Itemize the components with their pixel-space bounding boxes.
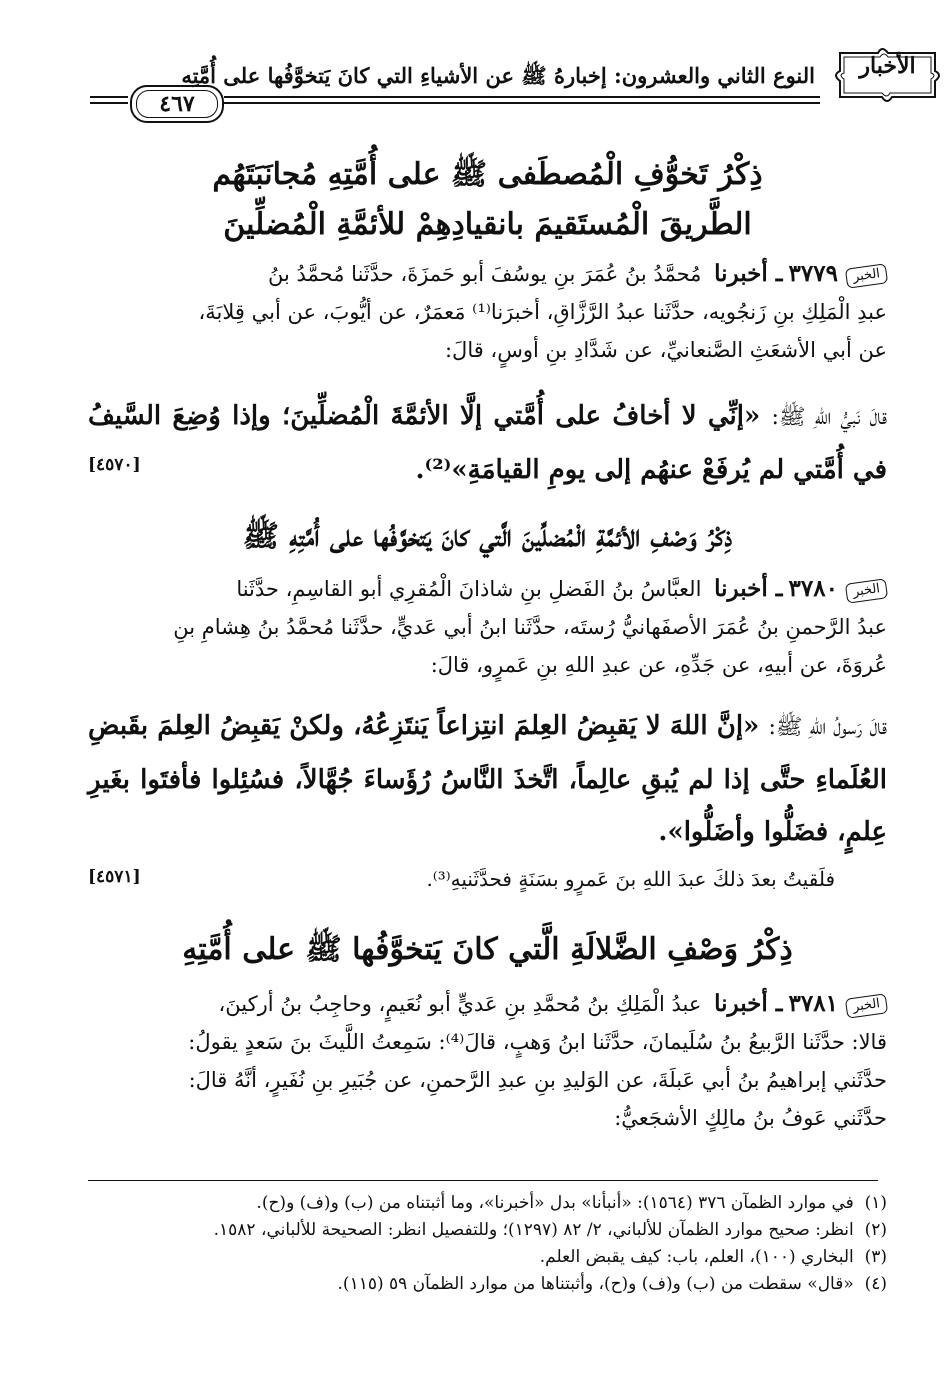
isnad-line xyxy=(88,985,887,1023)
isnad-line: حدَّثَني إبراهيمُ بنُ أبي عَبلَةَ، عن الوَليدِ بنِ عبدِ الرَّحمنِ، عن جُبَيرِ بنِ نُفَيرٍ، أنَّهُ قالَ: xyxy=(188,1068,887,1092)
footnote xyxy=(90,1217,887,1244)
reference-number: [٤٥٧٠] xyxy=(88,455,141,475)
khabar-tag: الخبر xyxy=(845,578,888,604)
heading-line: ذِكْرُ تَخوُّفِ الْمُصطَفى ﷺ على أُمَّتِهِ مُجانَبَتَهُم xyxy=(212,157,763,192)
hadith-matn-3779 xyxy=(88,390,887,496)
hadith-isnad-3780 xyxy=(88,570,887,684)
matn-text: «إنَّ اللهَ لا يَقبِضُ العِلمَ انتِزاعاً يَنتَزِعُهُ، ولكنْ يَقبِضُ العِلمَ بقَبضِ العُلَماءِ حتَّى إذا لم يُبقِ عالِماً، اتَّخذَ النَّاسُ رُؤَساءَ جُهَّالاً، فسُئِلوا فأفتَوا بغَيرِ عِلمٍ، فضَلُّوا وأضَلُّوا». xyxy=(88,711,887,847)
section-badge xyxy=(830,45,945,105)
running-header-title: النوع الثاني والعشرون: إخبارهُ ﷺ عن الأشياءِ التي كانَ يَتخوَّفُها على أُمَّتِه xyxy=(181,62,815,88)
isnad-line: عُروَةَ، عن أبيهِ، عن جَدِّهِ، عن عبدِ اللهِ بنِ عَمرٍو، قالَ: xyxy=(430,653,887,677)
chapter-heading-3: ذِكْرُ وَصْفِ الضَّلالَةِ الَّتي كانَ يَتخوَّفُها ﷺ على أُمَّتِهِ xyxy=(182,932,793,967)
narrator-note: فلَقيتُ بعدَ ذلكَ عبدَ اللهِ بنَ عَمرٍو بسَنَةٍ فحدَّثَنيهِ⁽³⁾. xyxy=(426,867,835,891)
header-rule xyxy=(224,96,820,104)
footnotes xyxy=(90,1190,887,1298)
isnad-text: مُحمَّدُ بنُ عُمَرَ بنِ يوسُفَ أبو حَمزَةَ، حدَّثَنا مُحمَّدُ بنُ xyxy=(268,262,702,286)
hadith-isnad-3779 xyxy=(88,255,887,369)
matn-intro: قالَ رَسولُ اللهِ ﷺ: xyxy=(768,715,887,740)
isnad-line: عبدِ الْمَلِكِ بنِ زَنجُويه، حدَّثَنا عبدُ الرَّزَّاقِ، أخبرَنا⁽¹⁾ مَعمَرٌ، عن أيُّوبَ، عن أبي قِلابَةَ، xyxy=(198,300,887,324)
footnote-number: (٢) xyxy=(864,1220,887,1240)
heading-line: الطَّريقَ الْمُستَقيمَ بانقيادِهِمْ للأئمَّةِ الْمُضلِّينَ xyxy=(223,207,752,242)
khabar-tag: الخبر xyxy=(845,263,888,289)
isnad-line: حدَّثَني عَوفُ بنُ مالِكٍ الأشجَعيُّ: xyxy=(614,1106,887,1130)
isnad-line: عن أبي الأشعَثِ الصَّنعانيِّ، عن شَدَّادِ بنِ أوسٍ، قالَ: xyxy=(444,338,887,362)
badge-label: الأخبار xyxy=(859,53,916,79)
isnad-line xyxy=(88,570,887,608)
header-rule-left xyxy=(90,96,128,104)
footnote xyxy=(90,1190,887,1217)
isnad-text: عبدُ الْمَلِكِ بنُ مُحمَّدِ بنِ عَديٍّ أبو نُعَيمٍ، وحاجِبُ بنُ أركينَ، xyxy=(218,992,702,1016)
hadith-number: ٣٧٨٠ xyxy=(788,575,838,602)
akhbarana: ـ أخبرنا xyxy=(714,990,783,1017)
footnote-text: في موارد الظمآن ٣٧٦ (١٥٦٤): «أنبأنا» بدل «أخبرنا»، وما أثبتناه من (ب) و(ف) و(ح). xyxy=(256,1193,854,1213)
chapter-heading-2: ذِكْرُ وَصْفِ الأئمَّةِ الْمُضلِّينَ الَّتي كانَ يَتخوَّفُها على أُمَّتِهِ ﷺ xyxy=(242,519,733,554)
footnote-number: (٣) xyxy=(864,1247,887,1267)
reference-number: [٤٥٧١] xyxy=(88,867,141,887)
hadith-matn-3780 xyxy=(88,700,887,858)
footnote-text: البخاري (١٠٠)، العلم، باب: كيف يقبض العلم. xyxy=(539,1247,854,1267)
running-header xyxy=(181,58,815,98)
isnad-line: عبدُ الرَّحمنِ بنُ عُمَرَ الأصفَهانيُّ رُستَه، حدَّثَنا ابنُ أبي عَديٍّ، حدَّثَنا مُحمَّدُ بنُ هِشامِ بنِ xyxy=(173,615,887,639)
isnad-text: العبَّاسُ بنُ الفَضلِ بنِ شاذانَ الْمُقرِي أبو القاسِمِ، حدَّثَنا xyxy=(236,577,702,601)
footnote xyxy=(90,1271,887,1298)
isnad-line: قالا: حدَّثَنا الرَّبيعُ بنُ سُلَيمانَ، حدَّثَنا ابنُ وَهبٍ، قالَ⁽⁴⁾: سَمِعتُ اللَّيثَ بنَ سَعدٍ يقولُ: xyxy=(188,1030,887,1054)
footnote-number: (٤) xyxy=(864,1274,887,1294)
footnote-text: انظر: صحيح موارد الظمآن للألباني، ٢/ ٨٢ (١٢٩٧)؛ وللتفصيل انظر: الصحيحة للألباني، ١٥٨٢. xyxy=(213,1220,854,1240)
page-number: ٤٦٧ xyxy=(130,85,224,123)
matn-intro: قالَ نَبيُّ اللهِ ﷺ: xyxy=(771,405,887,430)
khabar-tag: الخبر xyxy=(845,993,888,1019)
hadith-number: ٣٧٧٩ xyxy=(788,260,838,287)
hadith-number: ٣٧٨١ xyxy=(788,990,838,1017)
footnote xyxy=(90,1244,887,1271)
akhbarana: ـ أخبرنا xyxy=(714,575,783,602)
footnote-separator xyxy=(88,1180,878,1181)
matn-text: «إنِّي لا أخافُ على أُمَّتي إلَّا الأئمَّةَ الْمُضلِّينَ؛ وإذا وُضِعَ السَّيفُ في أُمَّتي لم يُرفَعْ عنهُم إلى يومِ القيامَةِ»⁽²⁾. xyxy=(88,401,887,485)
chapter-heading-1 xyxy=(90,150,885,250)
footnote-text: «قال» سقطت من (ب) و(ف) و(ح)، وأثبتناها من موارد الظمآن ٥٩ (١١٥). xyxy=(337,1274,854,1294)
isnad-line xyxy=(88,255,887,293)
footnote-number: (١) xyxy=(864,1193,887,1213)
akhbarana: ـ أخبرنا xyxy=(714,260,783,287)
hadith-isnad-3781 xyxy=(88,985,887,1137)
